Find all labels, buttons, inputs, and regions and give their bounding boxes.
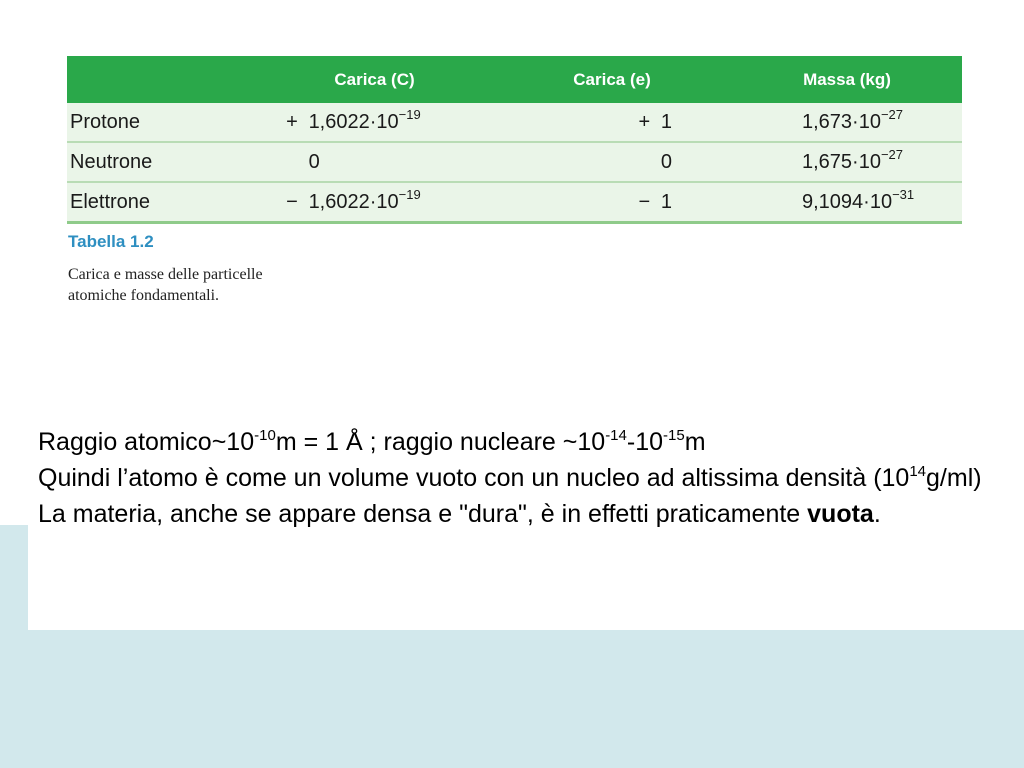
- charge-c-cell: [257, 142, 492, 182]
- table-row: [67, 103, 962, 142]
- sign: −: [286, 190, 298, 213]
- exponent: −31: [892, 186, 915, 202]
- sign: +: [638, 110, 651, 133]
- table-header-row: [67, 56, 962, 103]
- exponent: −27: [880, 106, 904, 122]
- bold-word: vuota: [807, 500, 874, 528]
- mass-cell: [732, 182, 962, 223]
- superscript: -15: [663, 427, 685, 444]
- mantissa: 1,673·10: [802, 110, 881, 133]
- paragraph-density: [38, 460, 1014, 496]
- table-row: [67, 142, 962, 182]
- text-run: g/ml): [926, 464, 982, 492]
- exponent: −19: [398, 106, 421, 122]
- particle-name: Neutrone: [67, 142, 257, 182]
- body-text: [38, 424, 1014, 532]
- mantissa: 1,675·10: [802, 150, 881, 173]
- caption-line: Carica e masse delle particelle: [68, 266, 263, 283]
- text-run: .: [873, 500, 881, 528]
- mass-cell: [732, 142, 962, 182]
- particle-name: Protone: [67, 103, 257, 142]
- mantissa: 9,1094·10: [802, 190, 893, 213]
- text-run: La materia, anche se appare densa e "dura", è in effetti praticamente: [38, 500, 808, 528]
- charge-e-cell: [492, 182, 732, 223]
- value: 1: [660, 190, 672, 213]
- mantissa: 0: [308, 150, 320, 173]
- charge-c-cell: [257, 103, 492, 142]
- table-caption-title: Tabella 1.2: [68, 232, 154, 251]
- text-run: Quindi l’atomo è come un volume vuoto con un nucleo ad altissima densità (10: [38, 464, 910, 492]
- header-cell-empty: [67, 56, 257, 103]
- table-caption-text: [68, 264, 388, 306]
- text-run: -10: [626, 428, 664, 456]
- charge-e-cell: [492, 142, 732, 182]
- table-row: [67, 182, 962, 223]
- sign: +: [286, 110, 298, 133]
- text-run: Raggio atomico~10: [38, 428, 255, 456]
- text-run: m = 1 Å ; raggio nucleare ~10: [275, 428, 606, 456]
- caption-line: atomiche fondamentali.: [68, 287, 220, 304]
- header-charge-c: Carica (C): [257, 56, 492, 103]
- superscript: 14: [909, 463, 927, 480]
- exponent: −27: [880, 146, 904, 162]
- header-mass: Massa (kg): [732, 56, 962, 103]
- superscript: -10: [254, 427, 276, 444]
- superscript: -14: [605, 427, 627, 444]
- paragraph-matter-empty: [38, 496, 1014, 532]
- text-run: m: [684, 428, 706, 456]
- charge-c-cell: [257, 182, 492, 223]
- charge-e-cell: [492, 103, 732, 142]
- value: 1: [660, 110, 672, 133]
- mass-cell: [732, 103, 962, 142]
- header-charge-e: Carica (e): [492, 56, 732, 103]
- particle-name: Elettrone: [67, 182, 257, 223]
- mantissa: 1,6022·10: [308, 110, 399, 133]
- paragraph-atomic-radius: [38, 424, 1014, 460]
- particles-table: [67, 56, 962, 224]
- mantissa: 1,6022·10: [308, 190, 399, 213]
- particles-table-wrapper: [67, 56, 962, 224]
- value: 0: [660, 150, 672, 173]
- exponent: −19: [398, 186, 421, 202]
- sign: −: [638, 190, 651, 213]
